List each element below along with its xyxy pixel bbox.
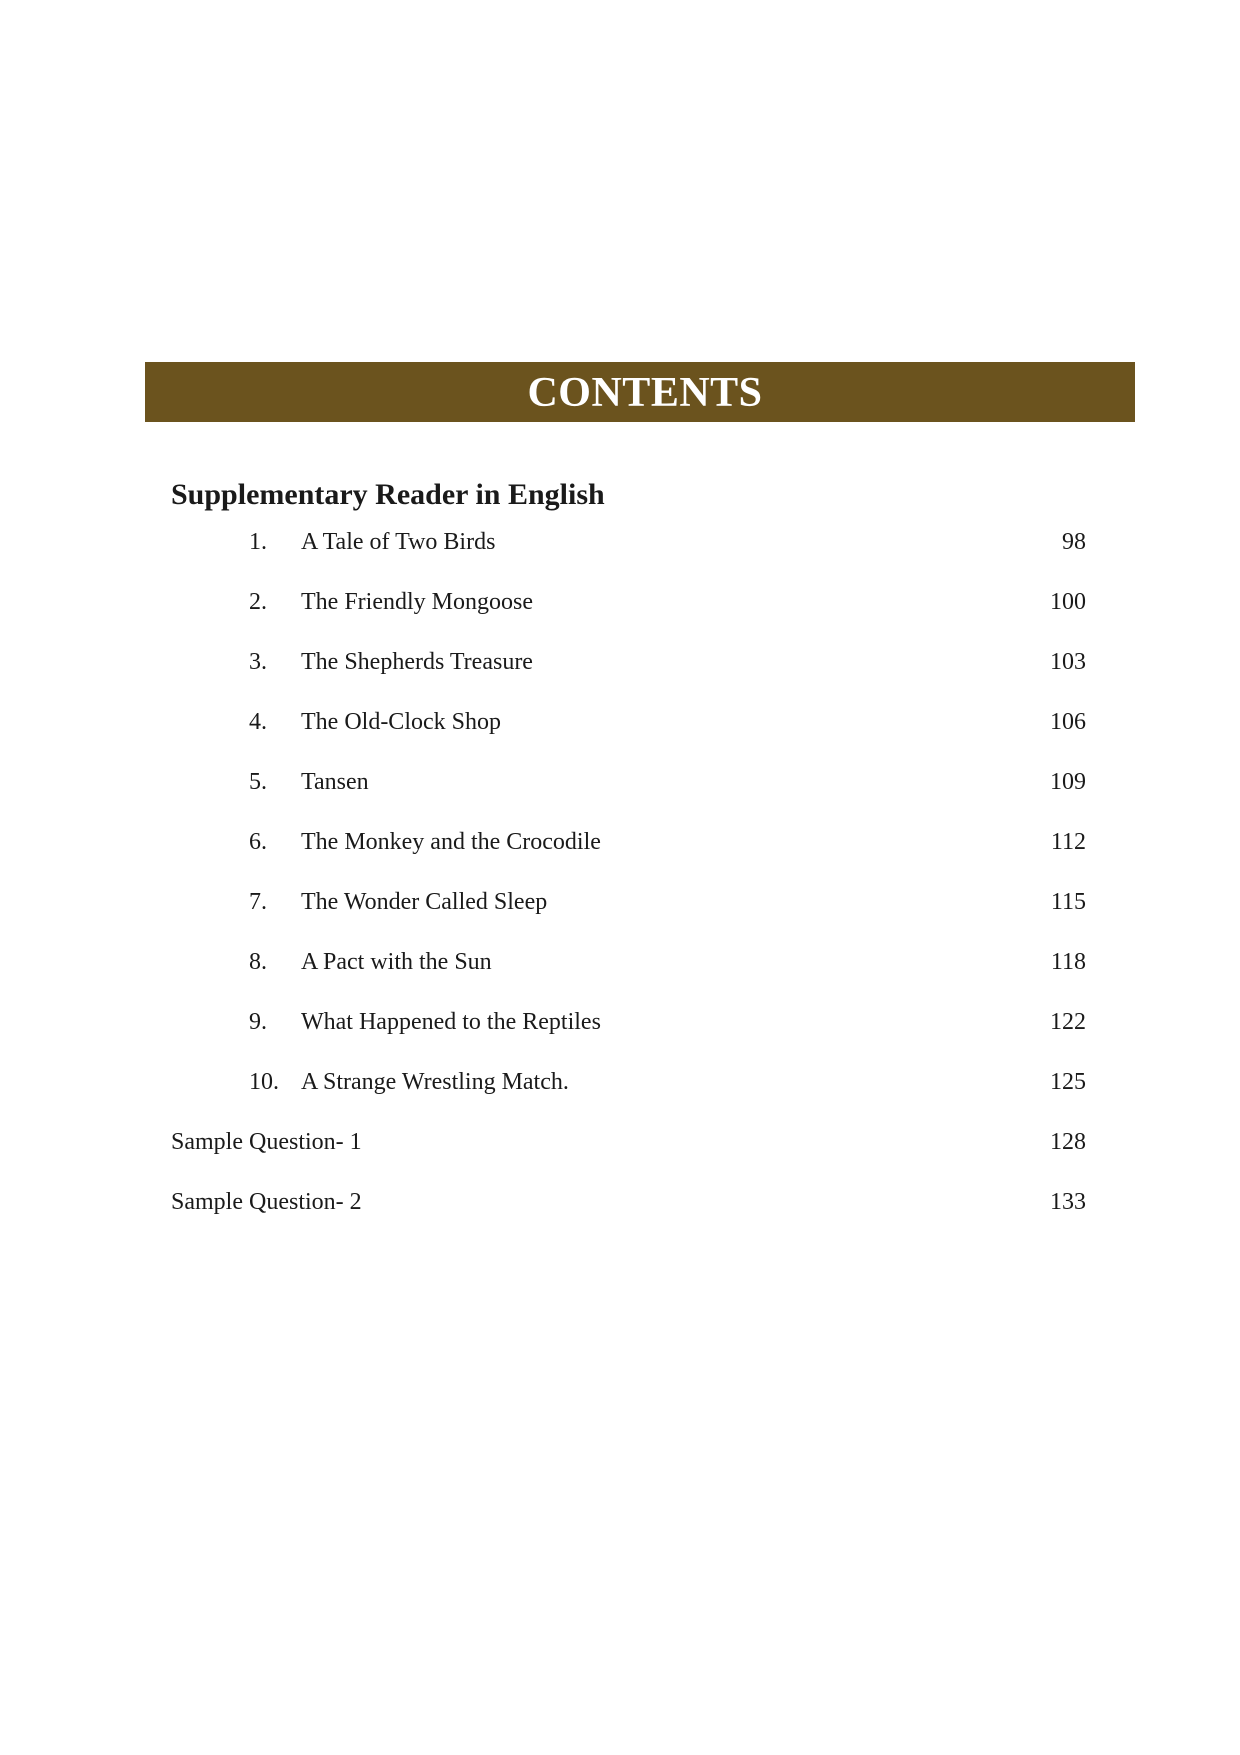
chapter-title: The Wonder Called Sleep — [301, 889, 548, 915]
chapter-title: The Monkey and the Crocodile — [301, 829, 601, 855]
chapter-title: A Tale of Two Birds — [301, 529, 496, 555]
chapter-number: 9. — [249, 1009, 267, 1035]
chapter-title: A Strange Wrestling Match. — [301, 1069, 569, 1095]
chapter-number: 4. — [249, 709, 267, 735]
chapter-page: 98 — [1062, 529, 1086, 555]
toc-row-chapter-3[interactable] — [0, 645, 1240, 679]
chapter-number: 6. — [249, 829, 267, 855]
section-heading: Supplementary Reader in English — [171, 478, 605, 511]
chapter-number: 5. — [249, 769, 267, 795]
chapter-title: Tansen — [301, 769, 369, 795]
toc-row-chapter-2[interactable] — [0, 585, 1240, 619]
sample-question-title: Sample Question- 1 — [171, 1129, 362, 1155]
chapter-page: 118 — [1050, 949, 1086, 975]
toc-row-chapter-6[interactable] — [0, 825, 1240, 859]
toc-row-chapter-8[interactable] — [0, 945, 1240, 979]
toc-row-sample-question-2[interactable] — [0, 1185, 1240, 1219]
sample-question-page: 133 — [1050, 1189, 1086, 1215]
chapter-number: 1. — [249, 529, 267, 555]
toc-row-sample-question-1[interactable] — [0, 1125, 1240, 1159]
toc-row-chapter-4[interactable] — [0, 705, 1240, 739]
chapter-title: A Pact with the Sun — [301, 949, 492, 975]
toc-row-chapter-9[interactable] — [0, 1005, 1240, 1039]
chapter-number: 10. — [249, 1069, 279, 1095]
chapter-page: 115 — [1050, 889, 1086, 915]
chapter-number: 2. — [249, 589, 267, 615]
page-title: CONTENTS — [527, 370, 763, 416]
toc-row-chapter-5[interactable] — [0, 765, 1240, 799]
chapter-page: 125 — [1050, 1069, 1086, 1095]
chapter-page: 103 — [1050, 649, 1086, 675]
toc-row-chapter-10[interactable] — [0, 1065, 1240, 1099]
chapter-page: 122 — [1050, 1009, 1086, 1035]
chapter-title: The Old-Clock Shop — [301, 709, 501, 735]
sample-question-title: Sample Question- 2 — [171, 1189, 362, 1215]
chapter-title: The Friendly Mongoose — [301, 589, 533, 615]
chapter-number: 8. — [249, 949, 267, 975]
toc-row-chapter-7[interactable] — [0, 885, 1240, 919]
contents-banner — [145, 362, 1135, 422]
chapter-page: 100 — [1050, 589, 1086, 615]
chapter-title: The Shepherds Treasure — [301, 649, 533, 675]
chapter-number: 3. — [249, 649, 267, 675]
chapter-page: 106 — [1050, 709, 1086, 735]
chapter-page: 112 — [1050, 829, 1086, 855]
chapter-page: 109 — [1050, 769, 1086, 795]
toc-row-chapter-1[interactable] — [0, 525, 1240, 559]
sample-question-page: 128 — [1050, 1129, 1086, 1155]
chapter-number: 7. — [249, 889, 267, 915]
chapter-title: What Happened to the Reptiles — [301, 1009, 601, 1035]
